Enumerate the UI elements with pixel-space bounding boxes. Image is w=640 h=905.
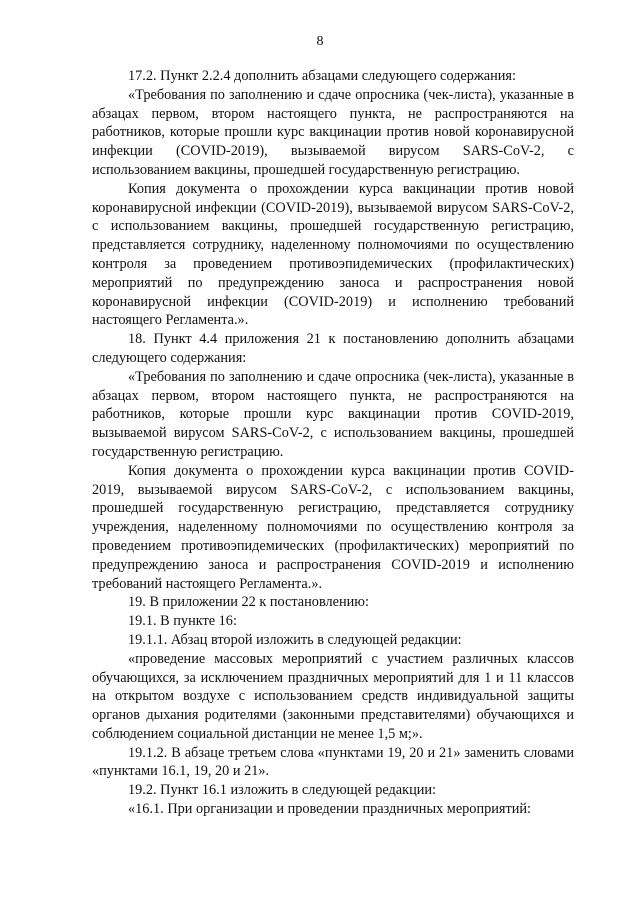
paragraph-17-2-vaccination-copy: Копия документа о прохождении курса вакцинации против новой коронавирусной инфекции (COVID-2019), вызываемой вирусом SARS-CoV-2, с использованием вакцины, прошедшей государственную регистрацию, представляется сотруднику, наделенному полномочиями по осуществлению контроля за проведением противоэпидемических (профилактических) мероприятий по предупреждению заноса и распространения новой коронавирусной инфекции (COVID-2019) и исполнению требований настоящего Регламента.». [92, 180, 574, 329]
paragraph-19-2: 19.2. Пункт 16.1 изложить в следующей редакции: [128, 782, 437, 799]
paragraph-19-1-1-text: «проведение массовых мероприятий с участием различных классов обучающихся, за исключением праздничных мероприятий для 1 и 11 классов на открытом воздухе с использованием средств индивидуальной защиты органов дыхания родителями (законными представителями) обучающихся и соблюдением социальной дистанции не менее 1,5 м;». [92, 650, 574, 742]
paragraph-19: 19. В приложении 22 к постановлению: [128, 594, 369, 611]
paragraph-17-2-requirements: «Требования по заполнению и сдаче опросника (чек-листа), указанные в абзацах первом, втором настоящего пункта, не распространяются на работников, которые прошли курс вакцинации против новой коронавирусной инфекции (COVID-2019), вызываемой вирусом SARS-CoV-2, с использованием вакцины, прошедшей государственную регистрацию. [92, 86, 574, 178]
paragraph-19-1: 19.1. В пункте 16: [128, 613, 237, 630]
paragraph-19-1-1: 19.1.1. Абзац второй изложить в следующей редакции: [128, 631, 462, 648]
paragraph-16-1: «16.1. При организации и проведении праздничных мероприятий: [128, 801, 532, 818]
document-body [92, 67, 574, 819]
paragraph-18-requirements: «Требования по заполнению и сдаче опросника (чек-листа), указанные в абзацах первом, втором настоящего пункта, не распространяются на работников, которые прошли курс вакцинации против COVID-2019, вызываемой вирусом SARS-CoV-2, с использованием вакцины, прошедшей государственную регистрацию. [92, 368, 574, 460]
paragraph-17-2: 17.2. Пункт 2.2.4 дополнить абзацами следующего содержания: [128, 68, 516, 84]
paragraph-18: 18. Пункт 4.4 приложения 21 к постановлению дополнить абзацами следующего содержания: [92, 331, 574, 366]
paragraph-18-vaccination-copy: Копия документа о прохождении курса вакцинации против COVID-2019, вызываемой вирусом SARS-CoV-2, с использованием вакцины, прошедшей государственную регистрацию, представляется сотруднику учреждения, наделенному полномочиями по осуществлению контроля за проведением противоэпидемических (профилактических) мероприятий по предупреждению заноса и распространения COVID-2019 и исполнению требований настоящего Регламента.». [92, 462, 574, 592]
page-number: 8 [316, 34, 324, 49]
paragraph-19-1-2: 19.1.2. В абзаце третьем слова «пунктами 19, 20 и 21» заменить словами «пунктами 16.1, 19, 20 и 21». [92, 744, 574, 780]
